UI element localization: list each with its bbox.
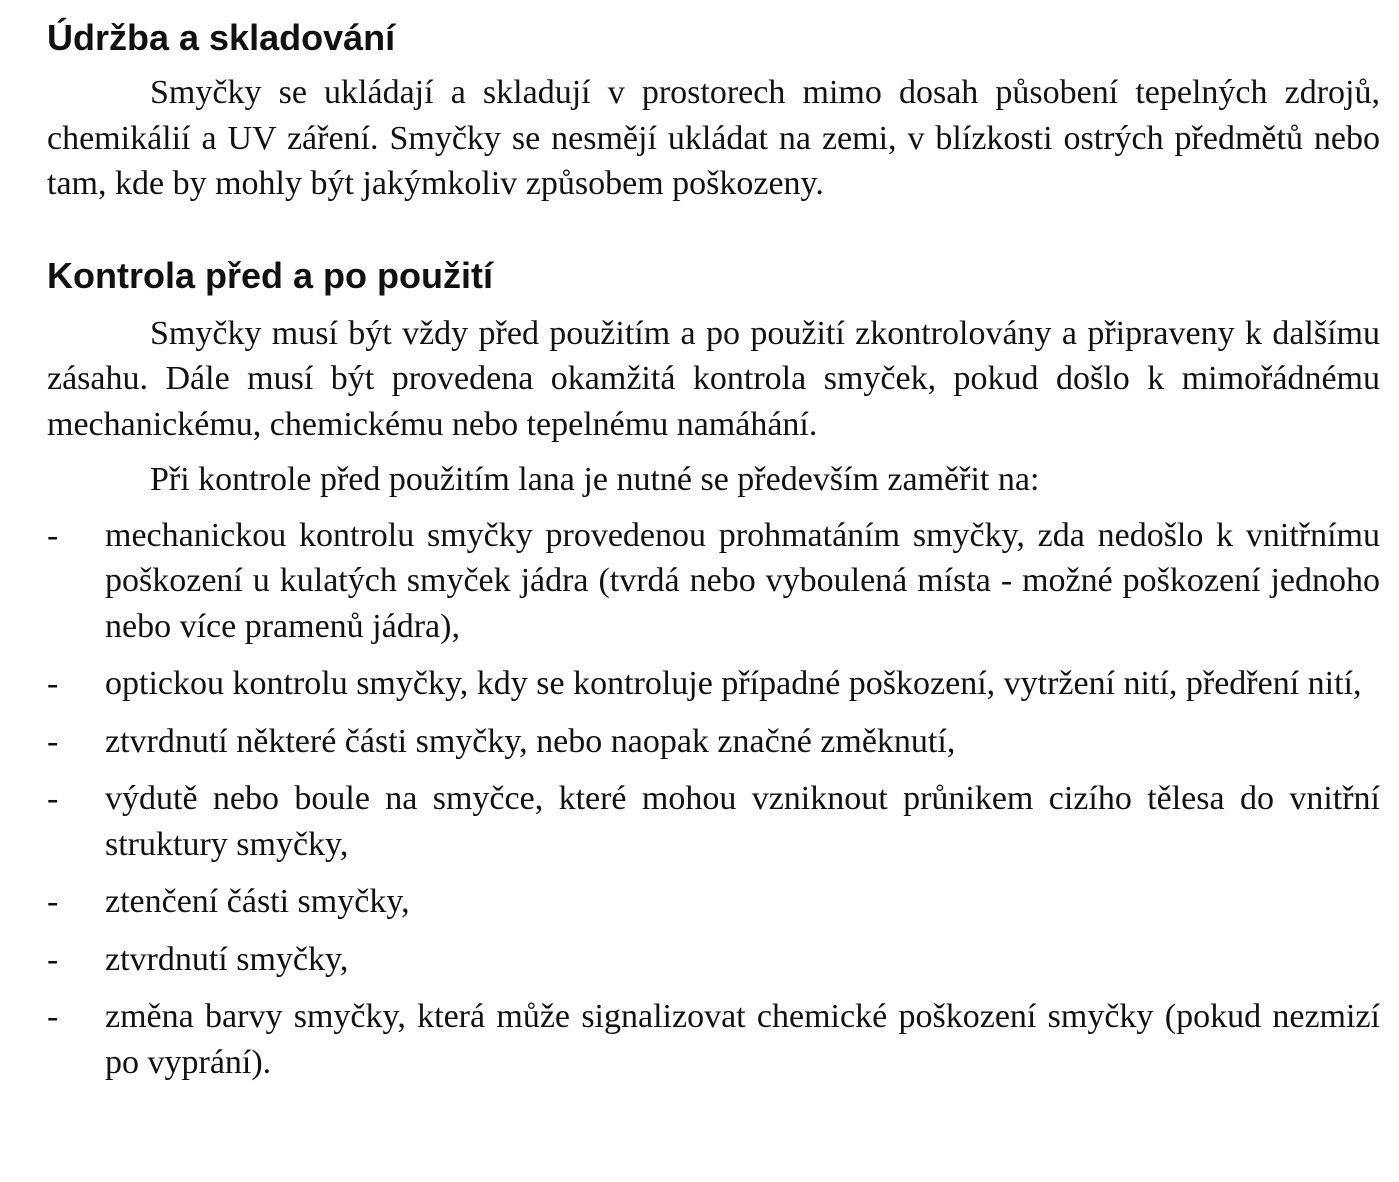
section-heading-maintenance: Údržba a skladování [47,17,396,58]
list-item [47,513,1380,650]
list-bullet: - [47,780,59,817]
list-bullet: - [47,883,59,920]
list-item-text: mechanickou kontrolu smyčky provedenou prohmatáním smyčky, zda nedošlo k vnitřnímu poškození u kulatých smyček jádra (tvrdá nebo vyboulená místa - možné poškození jednoho nebo více pramenů jádra), [105,516,1380,645]
list-item-text: výdutě nebo boule na smyčce, které mohou vzniknout průnikem cizího tělesa do vnitřní struktury smyčky, [105,780,1380,863]
list-bullet: - [47,722,59,760]
list-item-text: ztvrdnutí některé části smyčky, nebo naopak značné změknutí, [105,722,956,760]
list-item [47,719,1380,765]
maintenance-paragraph: Smyčky se ukládají a skladují v prostorech mimo dosah působení tepelných zdrojů, chemikálií a UV záření. Smyčky se nesmějí ukládat na zemi, v blízkosti ostrých předmětů nebo tam, kde by mohly být jakýmkoliv způsobem poškozeny. [47,74,1380,202]
inspection-paragraph: Smyčky musí být vždy před použitím a po použití zkontrolovány a připraveny k dalšímu zásahu. Dále musí být provedena okamžitá kontrola smyček, pokud došlo k mimořádnému mechanickému, chemickému nebo tepelnému namáhání. [47,314,1380,443]
list-item-text: změna barvy smyčky, která může signalizovat chemické poškození smyčky (pokud nezmizí po vyprání). [105,998,1380,1081]
list-bullet: - [47,998,59,1035]
list-item-text: ztenčení části smyčky, [105,883,410,920]
list-item [47,661,1380,707]
list-item [47,994,1380,1085]
list-bullet: - [47,940,59,978]
list-item-text: optickou kontrolu smyčky, kdy se kontroluje případné poškození, vytržení nití, předření nití, [105,665,1362,702]
section-heading-inspection: Kontrola před a po použití [47,254,493,296]
inspection-lead-paragraph: Při kontrole před použitím lana je nutné se především zaměřit na: [150,461,1040,498]
document-page [47,0,1380,1085]
list-bullet: - [47,665,59,702]
list-item [47,879,1380,925]
list-item [47,937,1380,983]
list-item-text: ztvrdnutí smyčky, [105,940,349,978]
inspection-checklist [47,513,1380,1086]
list-bullet: - [47,516,59,554]
list-item [47,776,1380,867]
